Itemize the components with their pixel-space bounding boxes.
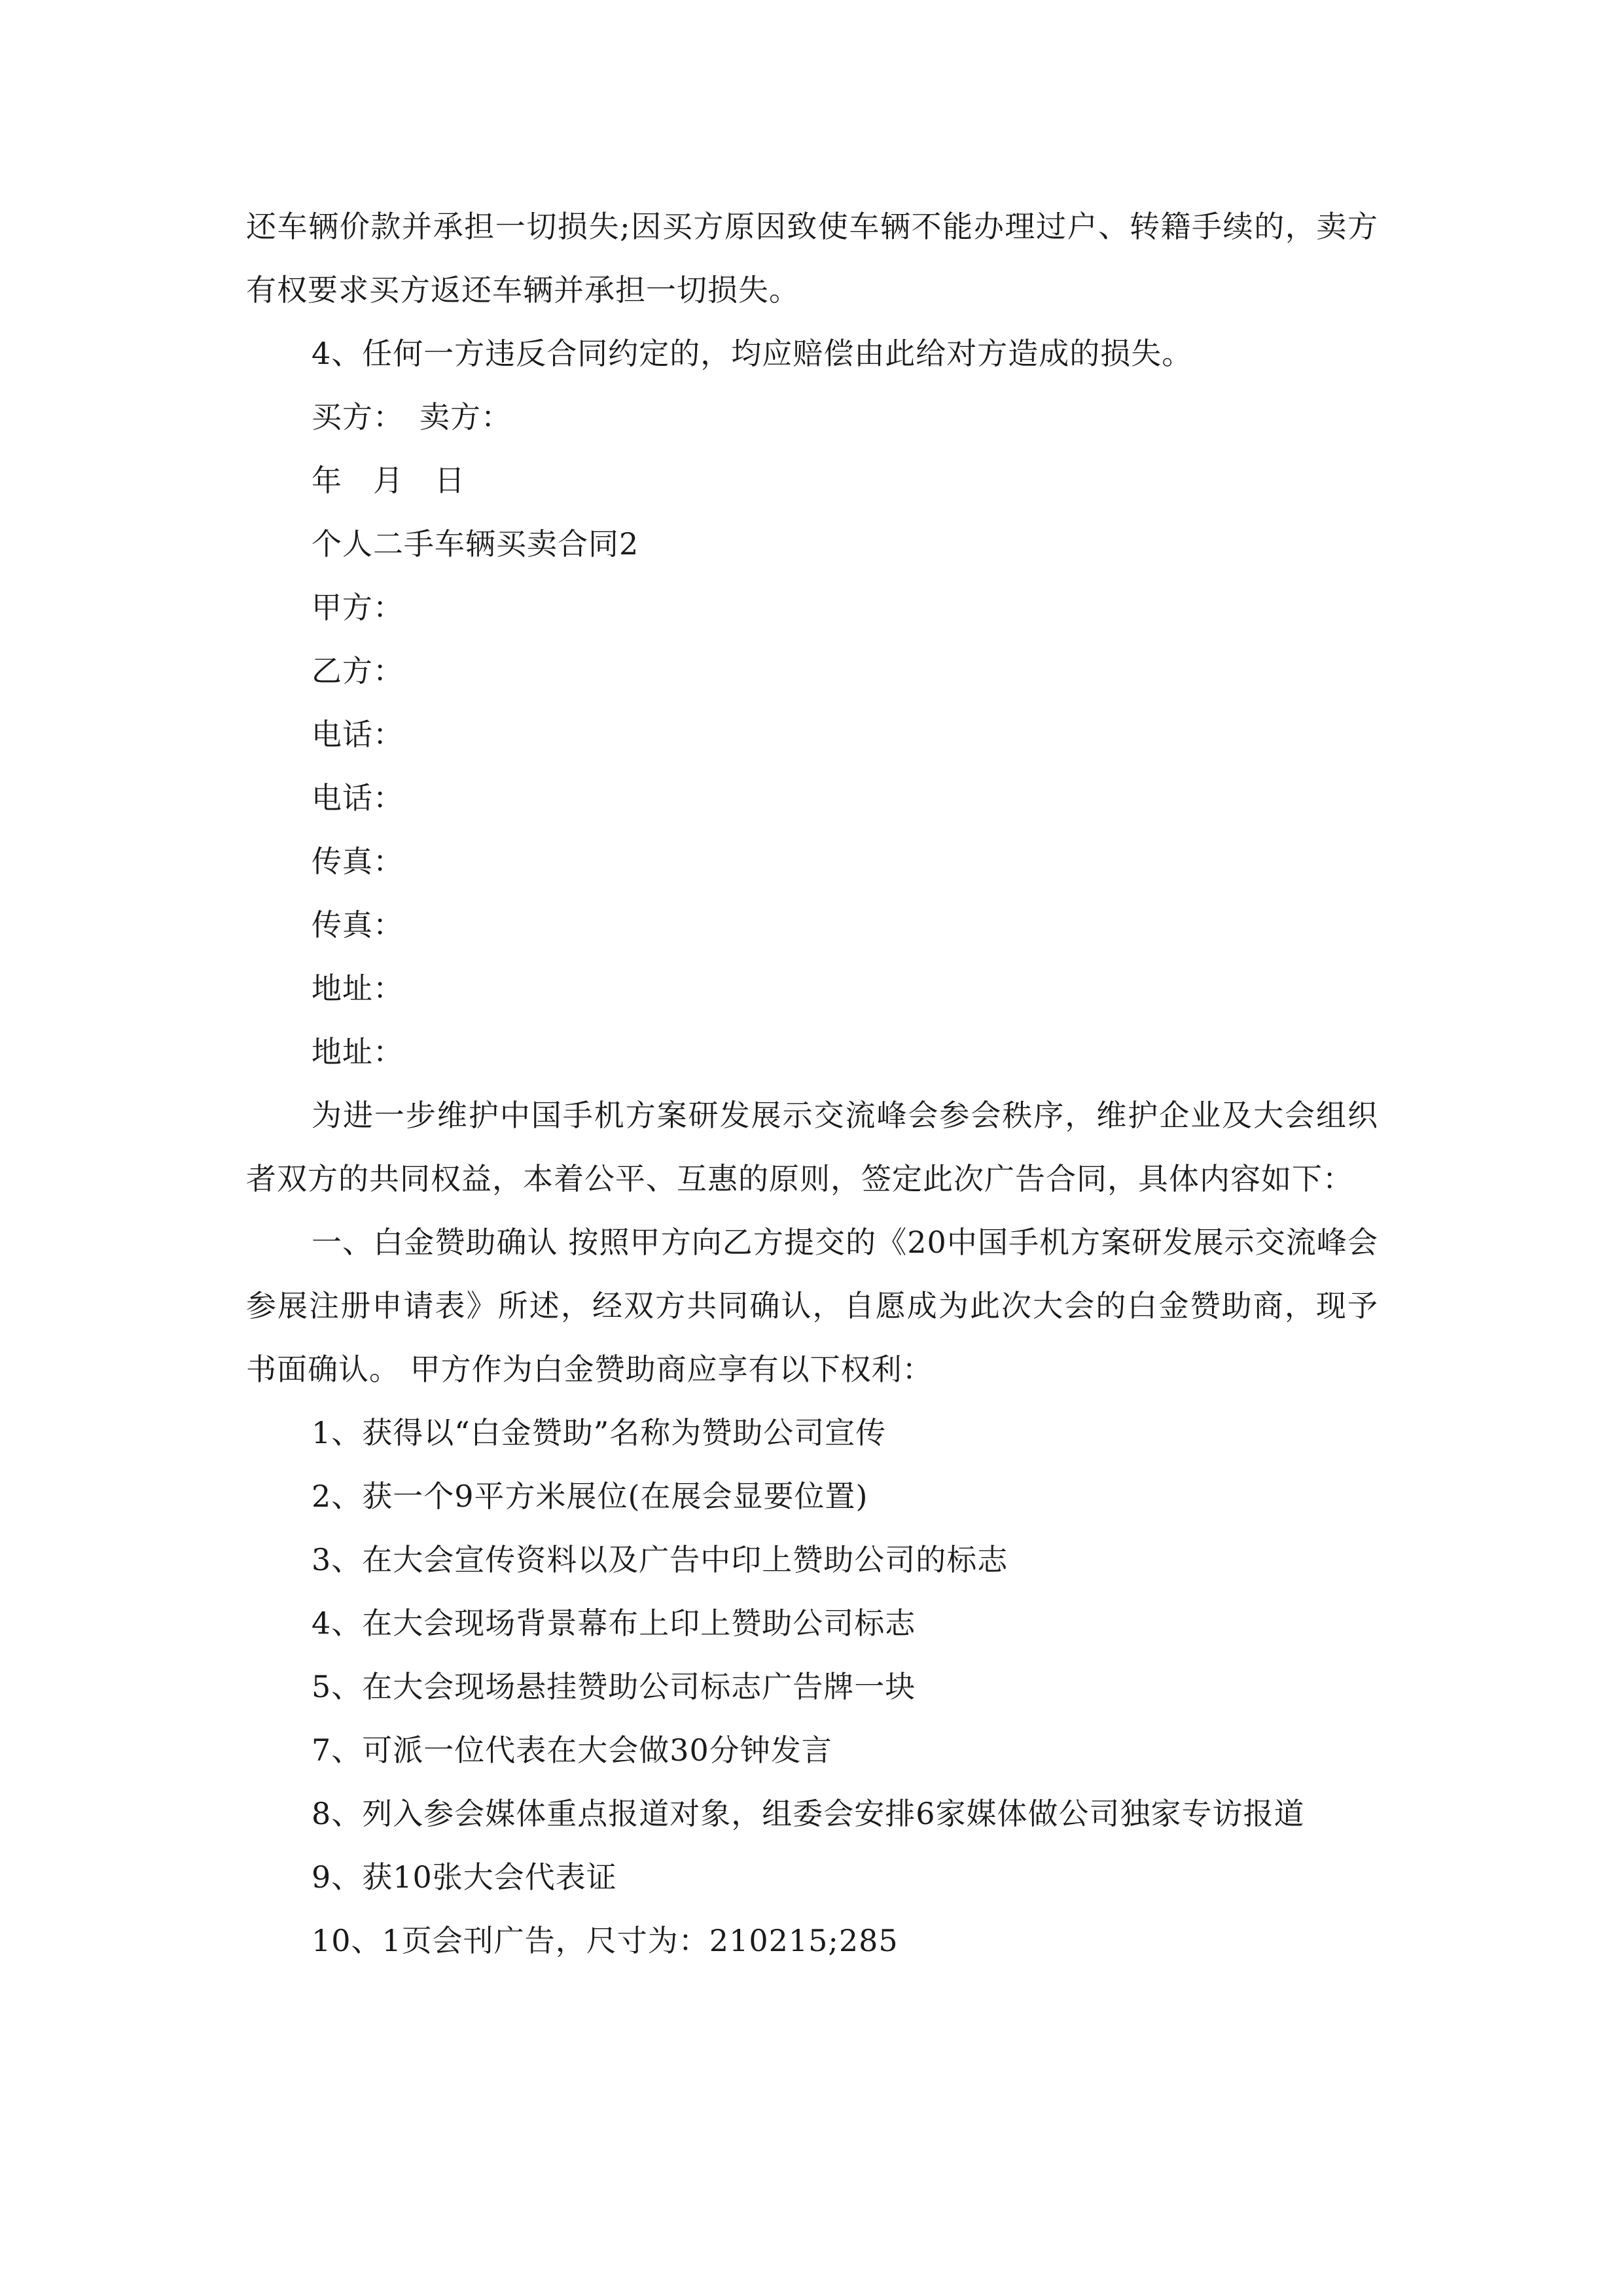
list-item: 3、在大会宣传资料以及广告中印上赞助公司的标志 [312,1542,1008,1577]
party-b-field: 乙方： [312,653,404,689]
list-item: 4、在大会现场背景幕布上印上赞助公司标志 [312,1605,916,1641]
list-item: 10、1页会刊广告，尺寸为：210215;285 [312,1923,899,1958]
address-field-a: 地址： [312,971,404,1006]
list-item: 5、在大会现场悬挂赞助公司标志广告牌一块 [312,1669,916,1704]
phone-field-b: 电话： [312,780,404,816]
paragraph-refund-clause: 还车辆价款并承担一切损失;因买方原因致使车辆不能办理过户、转籍手续的，卖方有权要求买方返还车辆并承担一切损失。 [246,209,1378,308]
phone-field-a: 电话： [312,717,404,752]
fax-field-a: 传真： [312,844,404,879]
signature-line: 买方： 卖方： [312,399,512,435]
list-item: 7、可派一位代表在大会做30分钟发言 [312,1732,832,1768]
party-a-field: 甲方： [312,590,404,625]
paragraph-platinum-sponsor: 一、白金赞助确认 按照甲方向乙方提交的《20中国手机方案研发展示交流峰会参展注册申请表》所述，经双方共同确认，自愿成为此次大会的白金赞助商，现予书面确认。 甲方作为白金赞助商应享有以下权利： [246,1225,1378,1387]
paragraph-breach-clause: 4、任何一方违反合同约定的，均应赔偿由此给对方造成的损失。 [312,336,1193,371]
list-item: 2、获一个9平方米展位(在展会显要位置) [312,1479,868,1514]
address-field-b: 地址： [312,1034,404,1069]
date-line: 年 月 日 [312,463,465,498]
document-body [246,195,1378,1973]
fax-field-b: 传真： [312,907,404,942]
list-item: 8、列入参会媒体重点报道对象，组委会安排6家媒体做公司独家专访报道 [312,1796,1305,1831]
list-item: 9、获10张大会代表证 [312,1859,617,1895]
list-item: 1、获得以“白金赞助”名称为赞助公司宣传 [312,1415,887,1450]
contract-title: 个人二手车辆买卖合同2 [312,526,639,562]
paragraph-preamble: 为进一步维护中国手机方案研发展示交流峰会参会秩序，维护企业及大会组织者双方的共同权益，本着公平、互惠的原则，签定此次广告合同，具体内容如下： [246,1098,1378,1196]
